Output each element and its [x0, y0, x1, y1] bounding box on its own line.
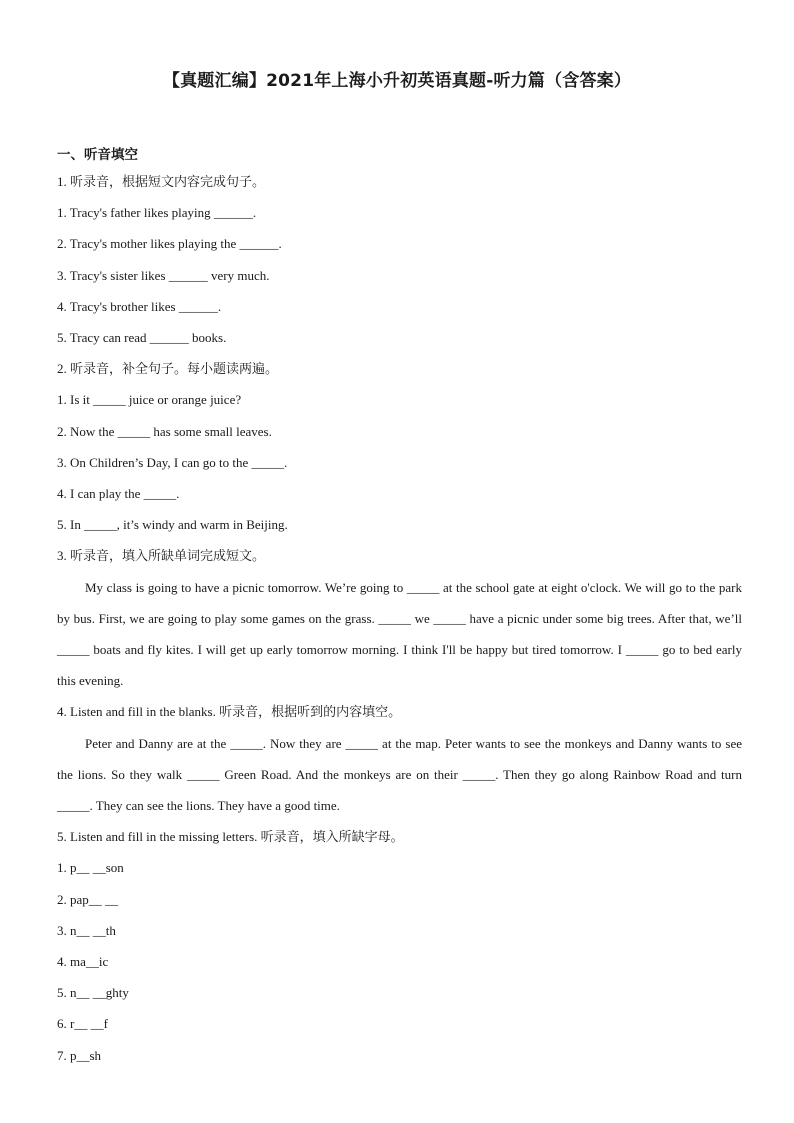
- question-5: [57, 821, 742, 1071]
- question-2-item: 4. I can play the _____.: [57, 486, 180, 502]
- question-5-item: 3. n__ __th: [57, 922, 116, 938]
- question-4: [57, 696, 742, 821]
- question-5-prompt: 5. Listen and fill in the missing letters. 听录音，填入所缺字母。: [57, 829, 404, 845]
- question-4-prompt: 4. Listen and fill in the blanks. 听录音，根据听到的内容填空。: [57, 704, 402, 720]
- question-1: [57, 166, 742, 353]
- question-5-item: 7. p__sh: [57, 1047, 102, 1063]
- question-2-item: 5. In _____, it’s windy and warm in Beijing.: [57, 517, 288, 533]
- question-2-item: 1. Is it _____ juice or orange juice?: [57, 392, 242, 408]
- question-5-item: 2. pap__ __: [57, 891, 119, 907]
- question-5-item: 6. r__ __f: [57, 1016, 108, 1032]
- question-3: [57, 540, 742, 696]
- question-5-item: 5. n__ __ghty: [57, 985, 129, 1001]
- question-2: [57, 353, 742, 540]
- question-1-item: 4. Tracy's brother likes ______.: [57, 298, 222, 314]
- question-1-prompt: 1. 听录音，根据短文内容完成句子。: [57, 174, 266, 189]
- question-3-prompt: 3. 听录音，填入所缺单词完成短文。: [57, 548, 266, 564]
- question-2-item: 3. On Children’s Day, I can go to the _____.: [57, 454, 288, 470]
- question-1-item: 3. Tracy's sister likes ______ very much.: [57, 267, 270, 283]
- question-3-passage: My class is going to have a picnic tomorrow. We’re going to _____ at the school gate at eight o'clock. We will go to the park by bus. First, we are going to play some games on the grass. _____ we _____ have a picnic under some big trees. After that, we’ll _____ boats and fly kites. I will get up early tomorrow morning. I think I'll be happy but tired tomorrow. I _____ go to bed early this evening.: [57, 579, 742, 689]
- content-body: [57, 144, 742, 1071]
- question-5-item: 4. ma__ic: [57, 954, 109, 970]
- page-title: 【真题汇编】2021年上海小升初英语真题-听力篇（含答案）: [162, 71, 632, 91]
- section-heading: 一、听音填空: [57, 147, 138, 163]
- question-2-item: 2. Now the _____ has some small leaves.: [57, 423, 272, 439]
- question-5-item: 1. p__ __son: [57, 860, 124, 876]
- question-4-passage: Peter and Danny are at the _____. Now they are _____ at the map. Peter wants to see the monkeys and Danny wants to see the lions. So they walk _____ Green Road. And the monkeys are on their _____. Then they go along Rainbow Road and turn _____. They can see the lions. They have a good time.: [57, 735, 742, 814]
- question-1-item: 5. Tracy can read ______ books.: [57, 330, 227, 346]
- question-1-item: 1. Tracy's father likes playing ______.: [57, 205, 257, 221]
- question-1-item: 2. Tracy's mother likes playing the ______.: [57, 236, 282, 252]
- question-2-prompt: 2. 听录音，补全句子。每小题读两遍。: [57, 361, 279, 377]
